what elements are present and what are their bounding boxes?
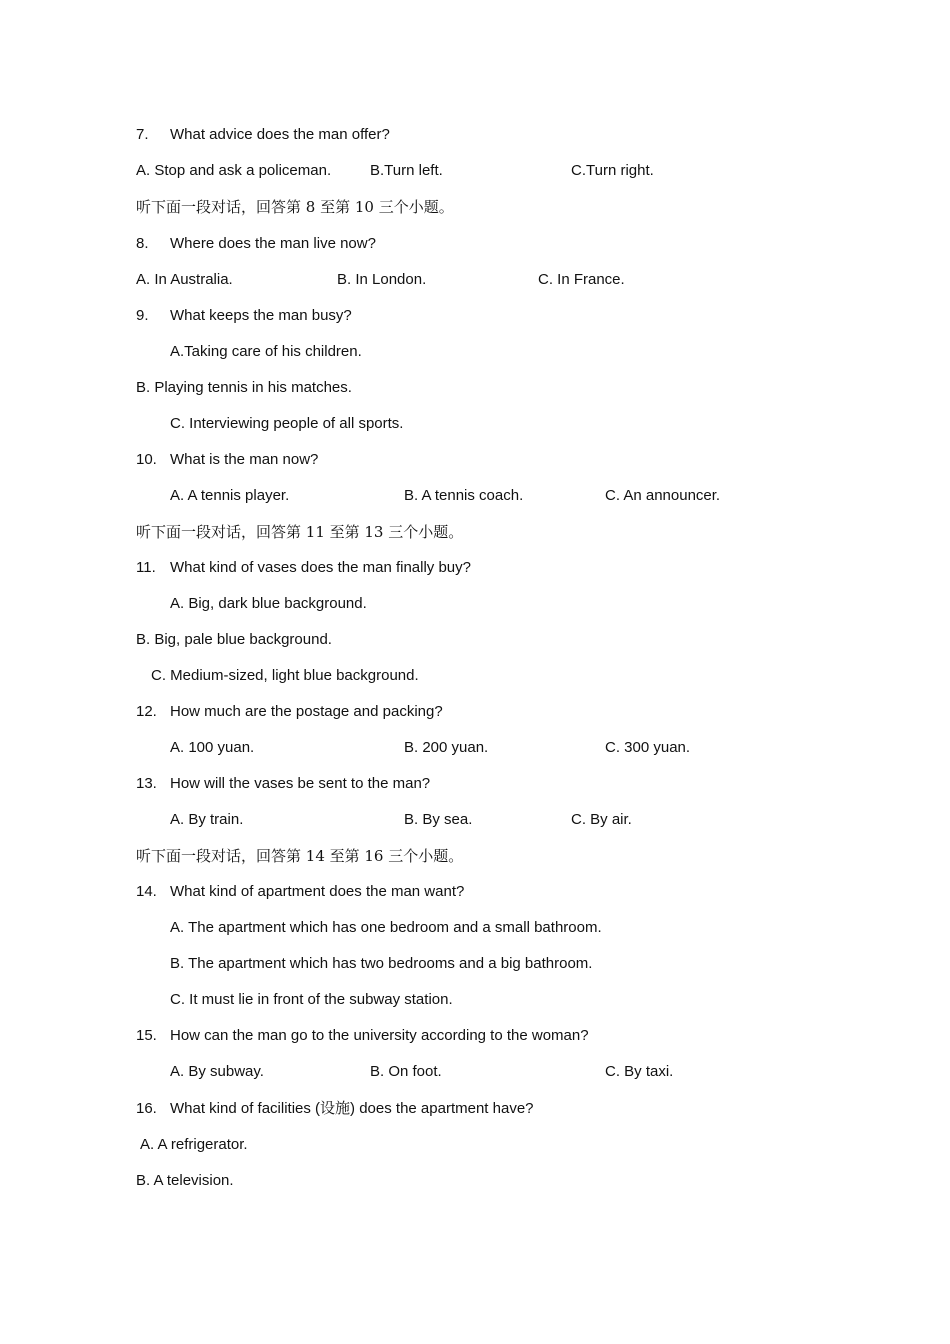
question-text: What kind of apartment does the man want? — [170, 883, 465, 900]
question-text: What kind of facilities (设施) does the apartment have? — [170, 1100, 534, 1117]
question-text: What kind of vases does the man finally buy? — [170, 559, 471, 576]
option-b: B. A tennis coach. — [404, 487, 524, 504]
option-a: A. A refrigerator. — [140, 1136, 248, 1153]
option-c: C. An announcer. — [605, 487, 721, 504]
question-number: 13. — [136, 775, 157, 792]
section-instruction: 听下面一段对话，回答第 11 至第 13 三个小题。 — [136, 523, 464, 541]
question-text: How will the vases be sent to the man? — [170, 775, 431, 792]
option-a: A. Big, dark blue background. — [170, 595, 367, 612]
option-b: B. In London. — [337, 271, 427, 288]
option-c: C. Interviewing people of all sports. — [170, 415, 404, 432]
option-b: B. On foot. — [370, 1063, 442, 1080]
option-a: A. 100 yuan. — [170, 739, 255, 756]
question-number: 8. — [136, 235, 149, 252]
option-c: C. In France. — [538, 271, 625, 288]
option-a: A. In Australia. — [136, 271, 233, 288]
question-text: Where does the man live now? — [170, 235, 376, 252]
option-b: B. By sea. — [404, 811, 473, 828]
option-a: A. By subway. — [170, 1063, 264, 1080]
option-a: A. Stop and ask a policeman. — [136, 162, 332, 179]
question-number: 10. — [136, 451, 157, 468]
question-number: 15. — [136, 1027, 157, 1044]
section-instruction: 听下面一段对话，回答第 8 至第 10 三个小题。 — [136, 198, 454, 216]
question-number: 12. — [136, 703, 157, 720]
option-b: B. The apartment which has two bedrooms and a big bathroom. — [170, 955, 593, 972]
option-c: C. By air. — [571, 811, 632, 828]
question-number: 7. — [136, 126, 149, 143]
question-text: What advice does the man offer? — [170, 126, 390, 143]
option-b: B. Playing tennis in his matches. — [136, 379, 352, 396]
option-c: C. It must lie in front of the subway station. — [170, 991, 453, 1008]
option-b: B. A television. — [136, 1172, 234, 1189]
option-c: C. Medium-sized, light blue background. — [151, 667, 419, 684]
option-a: A. The apartment which has one bedroom and a small bathroom. — [170, 919, 602, 936]
section-instruction: 听下面一段对话，回答第 14 至第 16 三个小题。 — [136, 847, 464, 865]
question-text: What keeps the man busy? — [170, 307, 352, 324]
question-number: 16. — [136, 1100, 157, 1117]
option-c: C. 300 yuan. — [605, 739, 691, 756]
question-number: 14. — [136, 883, 157, 900]
question-number: 11. — [136, 559, 156, 576]
question-text: How much are the postage and packing? — [170, 703, 443, 720]
option-b: B. 200 yuan. — [404, 739, 489, 756]
option-b: B.Turn left. — [370, 162, 443, 179]
option-b: B. Big, pale blue background. — [136, 631, 332, 648]
option-a: A.Taking care of his children. — [170, 343, 362, 360]
option-c: C.Turn right. — [571, 162, 654, 179]
question-text: What is the man now? — [170, 451, 319, 468]
option-a: A. A tennis player. — [170, 487, 290, 504]
option-c: C. By taxi. — [605, 1063, 674, 1080]
question-number: 9. — [136, 307, 149, 324]
question-text: How can the man go to the university according to the woman? — [170, 1027, 589, 1044]
option-a: A. By train. — [170, 811, 244, 828]
